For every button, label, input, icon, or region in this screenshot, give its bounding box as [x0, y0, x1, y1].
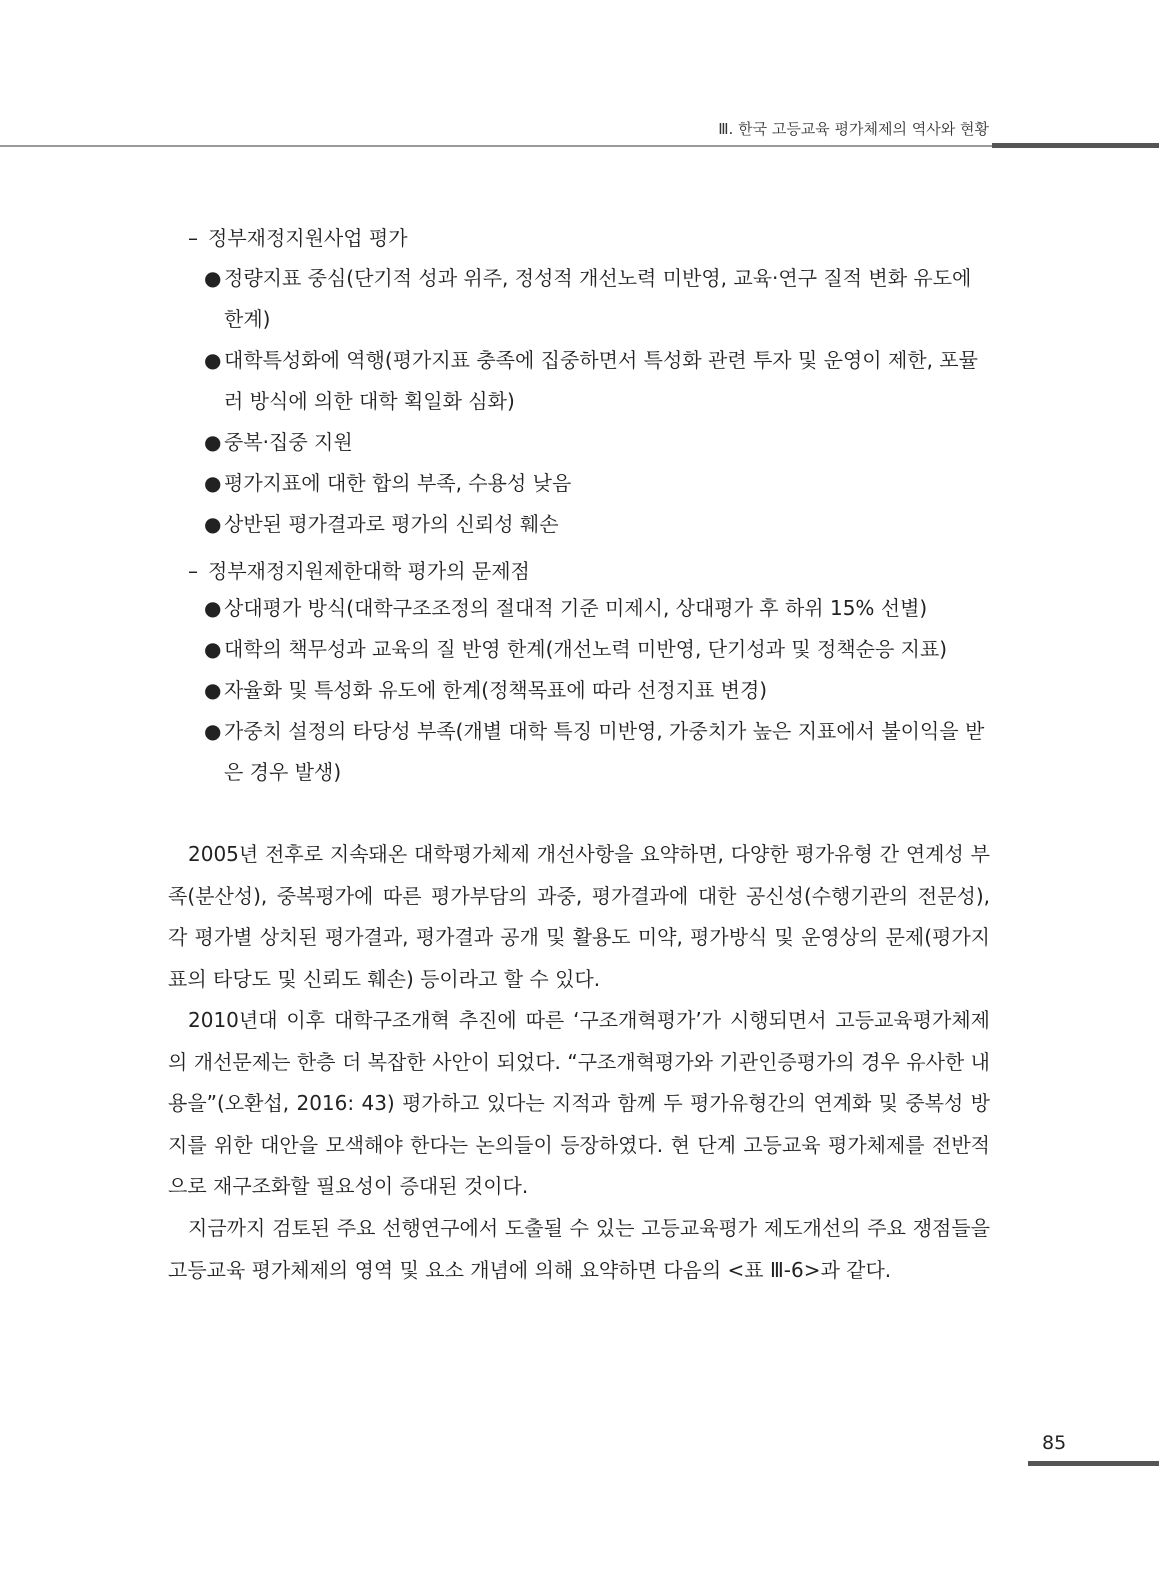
bullet-dot-icon: ● — [204, 430, 222, 454]
section-heading-text: 정부재정지원사업 평가 — [208, 226, 408, 250]
bullet-item — [204, 629, 994, 670]
dash-marker: – — [188, 226, 198, 250]
bullet-dot-icon: ● — [204, 596, 222, 620]
header-rule-accent — [992, 143, 1159, 148]
bullet-item — [204, 670, 994, 711]
bullet-text: 중복·집중 지원 — [224, 430, 353, 454]
bullet-item — [204, 588, 994, 629]
bullet-text: 대학의 책무성과 교육의 질 반영 한계(개선노력 미반영, 단기성과 및 정책순응 지표) — [224, 637, 948, 661]
dash-marker: – — [188, 559, 198, 583]
section-heading-restricted-universities — [188, 555, 530, 584]
bullet-dot-icon: ● — [204, 637, 222, 661]
bullet-item — [204, 463, 994, 504]
bullet-item — [204, 422, 994, 463]
bullet-text: 정량지표 중심(단기적 성과 위주, 정성적 개선노력 미반영, 교육·연구 질적 변화 유도에 한계) — [224, 266, 972, 331]
bullet-item — [204, 711, 994, 793]
body-paragraph: 지금까지 검토된 주요 선행연구에서 도출될 수 있는 고등교육평가 제도개선의 주요 쟁점들을 고등교육 평가체제의 영역 및 요소 개념에 의해 요약하면 다음의 <표 Ⅲ-6>과 같다. — [168, 1216, 990, 1282]
bullet-dot-icon: ● — [204, 266, 222, 290]
bullet-item — [204, 340, 994, 422]
bullet-text: 상대평가 방식(대학구조조정의 절대적 기준 미제시, 상대평가 후 하위 15% 선별) — [224, 596, 928, 620]
header-title: Ⅲ. 한국 고등교육 평가체제의 역사와 현황 — [718, 120, 989, 138]
bullet-dot-icon: ● — [204, 678, 222, 702]
page-number: 85 — [1042, 1432, 1067, 1454]
bullet-item — [204, 504, 994, 545]
body-paragraph: 2010년대 이후 대학구조개혁 추진에 따른 ‘구조개혁평가’가 시행되면서 고등교육평가체제의 개선문제는 한층 더 복잡한 사안이 되었다. “구조개혁평가와 기관인증평가의 경우 유사한 내용을”(오환섭, 2016: 43) 평가하고 있다는 지적과 함께 두 평가유형간의 연계화 및 중복성 방지를 위한 대안을 모색해야 한다는 논의들이 등장하였다. 현 단계 고등교육 평가체제를 전반적으로 재구조화할 필요성이 증대된 것이다. — [168, 1008, 990, 1198]
bullet-dot-icon: ● — [204, 471, 222, 495]
footer-rule — [1028, 1461, 1159, 1466]
section-heading-government-funding — [188, 222, 408, 251]
bullet-item — [204, 258, 994, 340]
header-rule — [0, 145, 992, 147]
bullet-text: 상반된 평가결과로 평가의 신뢰성 훼손 — [224, 512, 559, 536]
bullet-text: 평가지표에 대한 합의 부족, 수용성 낮음 — [224, 471, 572, 495]
bullet-text: 대학특성화에 역행(평가지표 충족에 집중하면서 특성화 관련 투자 및 운영이 제한, 포뮬러 방식에 의한 대학 획일화 심화) — [224, 348, 978, 413]
bullet-text: 가중치 설정의 타당성 부족(개별 대학 특징 미반영, 가중치가 높은 지표에서 불이익을 받은 경우 발생) — [224, 719, 985, 784]
body-paragraph: 2005년 전후로 지속돼온 대학평가체제 개선사항을 요약하면, 다양한 평가유형 간 연계성 부족(분산성), 중복평가에 따른 평가부담의 과중, 평가결과에 대한 공신성(수행기관의 전문성), 각 평가별 상치된 평가결과, 평가결과 공개 및 활용도 미약, 평가방식 및 운영상의 문제(평가지표의 타당도 및 신뢰도 훼손) 등이라고 할 수 있다. — [168, 842, 990, 991]
section-heading-text: 정부재정지원제한대학 평가의 문제점 — [208, 559, 530, 583]
bullet-dot-icon: ● — [204, 512, 222, 536]
bullet-text: 자율화 및 특성화 유도에 한계(정책목표에 따라 선정지표 변경) — [224, 678, 768, 702]
bullet-dot-icon: ● — [204, 348, 222, 372]
bullet-dot-icon: ● — [204, 719, 222, 743]
